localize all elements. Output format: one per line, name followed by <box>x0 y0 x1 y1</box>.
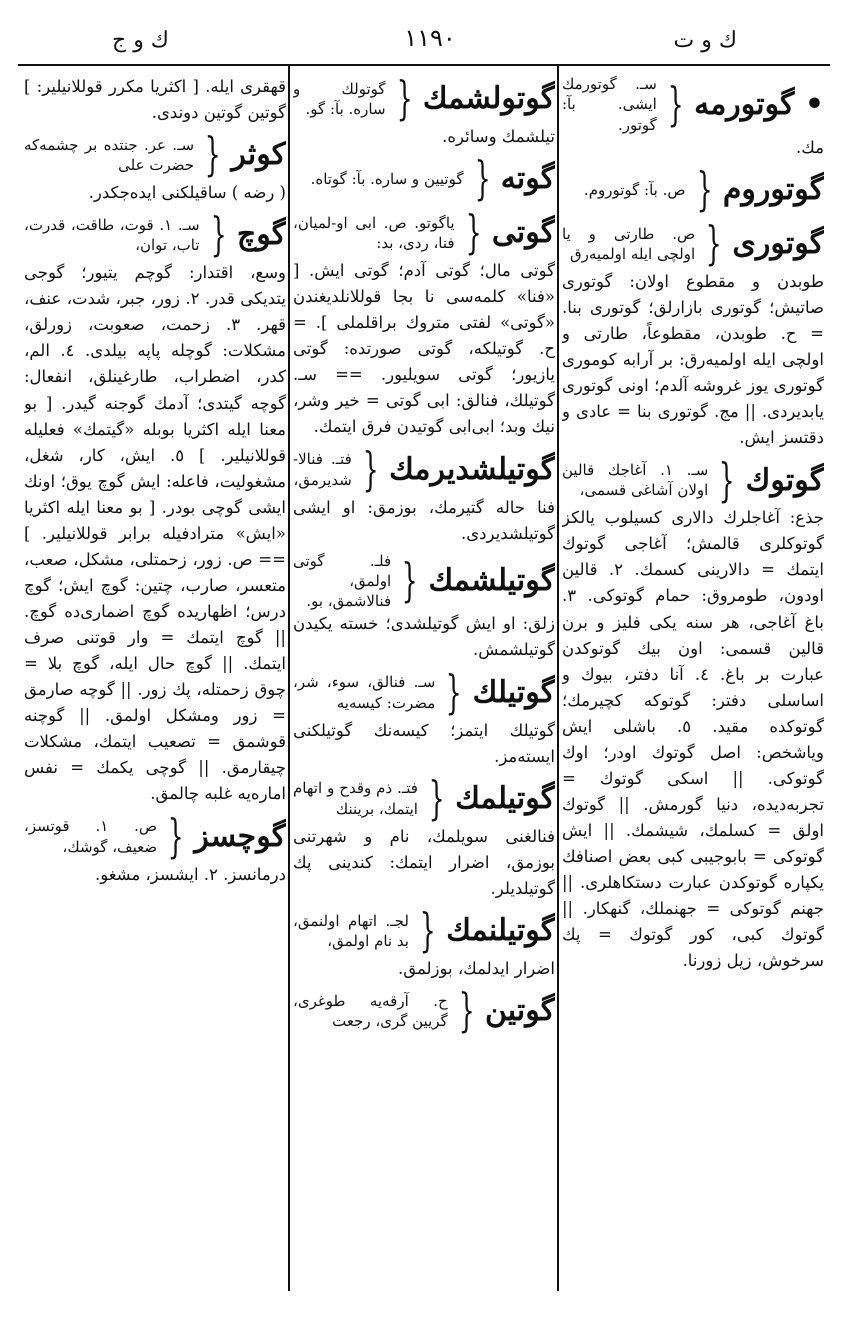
headword: گوچسز <box>194 818 286 854</box>
headword: گوتين <box>484 993 555 1029</box>
dictionary-entry <box>562 452 824 974</box>
dictionary-entry <box>293 74 555 150</box>
entry-head <box>562 162 824 217</box>
dictionary-entry <box>562 74 824 161</box>
definition-lead: سـ. فنالق، سوء، شر، مضرت: كيسه‌يه <box>293 673 436 712</box>
brace-glyph: { <box>362 441 379 496</box>
entry-head <box>562 216 824 271</box>
definition-lead: سـ. ١. آغاجك قالين اولان آشاغى قسمى، <box>562 461 709 500</box>
headword: گوتى <box>491 215 555 251</box>
definition-text: تيلشمك وسائره. <box>442 127 555 146</box>
brace-glyph: { <box>667 76 684 131</box>
brace-glyph: { <box>445 664 463 719</box>
headword: گوتيلك <box>472 674 555 710</box>
headword: گوتيلنمك <box>446 913 555 949</box>
dictionary-entry <box>293 205 555 440</box>
definition-text: گوتيلك ايتمز؛ كيسه‌نك گوتيلكنى ايسته‌مز. <box>293 720 555 766</box>
dictionary-entry <box>24 207 286 807</box>
headword: گوتيلمك <box>455 780 555 816</box>
definition-text: زلق: او ايش گوتيلشدى؛ خسته يكيدن گوتيلشمش. <box>293 614 555 660</box>
dictionary-entry <box>293 551 555 664</box>
dictionary-entry <box>562 162 824 217</box>
entry-head <box>293 151 555 206</box>
brace-glyph: { <box>401 553 418 608</box>
entry-head <box>293 983 555 1038</box>
definition-lead: فتـ. فنالا-شديرمق، <box>293 450 352 489</box>
definition-lead: گوتولك و ساره. بآ: گو. <box>293 79 386 118</box>
brace-glyph: { <box>465 205 482 260</box>
definition-lead: ياگوتو. ص. ابى او-لميان، فنا، ردى، بد: <box>293 213 455 253</box>
dictionary-entry <box>293 441 555 547</box>
dictionary-entry <box>24 74 286 126</box>
headword: كوثر <box>231 137 286 173</box>
headword: گوتوك <box>745 462 824 498</box>
entry-head <box>293 664 555 719</box>
column-divider-left <box>288 66 290 1291</box>
definition-text: وسع، اقتدار: گوچم يتيور؛ گوجى يتديكى قدر. ٢. زور، جبر، شدت، عنف، قهر. ٣. زحمت، صعوبت، زورلق، مشكلات: گوچله پاپه بيلدى. ٤. الم، كدر، اضطراب، طارغينلق، انفعال: گوچه گيتدى؛ آدمك گوجنه گيدر. [ بو معنا ايله اكثريا بوبله «گيتمك» فعليله قوللانيلير. ] ٥. ايش، كار، شغل، مشغوليت، فاعله: ايش گوچ يوق؛ اونك ايشى گوچى بودر. [ بو معنا ايله اكثريا «ايش» مترادفيله برابر قوللانيلير. ] == ص. زور، زحمتلى، مشكل، صعب، متعسر، صارب، چتين: گوچ ايش؛ گوچ درس؛ اظهاريده گوچ اضمارى‌ده گوچ. || گوچ ايتمك = وار قوتنى صرف ايتمك. || گوچ حال ايله، گوچ بلا = چوق زحمتله، پك زور. || گوچه صارمق = زور ومشكل اولمق. || گوچنه قوشمق = تصعيب ايتمك، مشكلات چيقارمق. || گوچى يكمك = نفس اماره‌يه غلبه چالمق. <box>24 263 286 804</box>
brace-glyph: { <box>167 808 184 863</box>
definition-lead: لجـ. اتهام اولنمق، بد نام اولمق، <box>293 911 409 950</box>
brace-glyph: { <box>204 127 221 182</box>
entry-head <box>293 551 555 612</box>
definition-lead: فتـ. ذم وقدح و اتهام ايتمك، بريننك <box>293 779 418 818</box>
page-number: ١١٩٠ <box>404 24 456 52</box>
definition-lead: ح. آرقه‌يه طوغرى، گريين گرى، رجعت <box>293 991 448 1030</box>
dictionary-entry <box>293 151 555 206</box>
definition-text: مك. <box>796 137 824 157</box>
definition-text: اضرار ايدلمك، بوزلمق. <box>397 958 555 978</box>
header-rule <box>18 64 830 66</box>
headword: گوتيلشمك <box>428 563 555 599</box>
definition-lead: گوتيين و ساره. بآ: گوتاه. <box>310 169 464 188</box>
definition-lead: سـ. ١. قوت، طاقت، قدرت، تاب، توان، <box>24 215 200 255</box>
definition-text: فنا حاله گتيرمك، بوزمق: او ايشى گوتيلشديردى. <box>293 497 555 543</box>
entry-head <box>293 205 555 260</box>
definition-text: ( رضه ) ساقيلكنى ايده‌جكدر. <box>88 183 286 203</box>
column-middle <box>293 74 555 1289</box>
dictionary-entry <box>24 127 286 206</box>
entry-head <box>562 452 824 507</box>
definition-text: درمانسز. ٢. ايشسز، مشغو. <box>94 864 286 884</box>
header-right-letters: ك و ت <box>673 28 737 53</box>
brace-glyph: { <box>696 162 713 217</box>
entry-head <box>293 74 555 124</box>
entry-head <box>24 808 286 863</box>
column-divider-right <box>557 66 559 1291</box>
entry-head <box>293 441 555 496</box>
dictionary-entry <box>293 770 555 902</box>
dictionary-entry <box>293 903 555 982</box>
entry-head <box>293 903 555 958</box>
column-right <box>562 74 824 1289</box>
entry-head <box>24 207 286 262</box>
brace-glyph: { <box>705 216 722 271</box>
dictionary-entry <box>24 808 286 888</box>
definition-text: قهقرى ايله. [ اكثريا مكرر قوللانيلير: ] گوتين گوتين دوندى. <box>24 77 286 123</box>
definition-lead: سـ. عر. جنتده بر چشمه‌كه حضرت على <box>24 135 195 175</box>
brace-glyph: { <box>396 74 413 126</box>
headword: • گوتورمه <box>694 86 824 122</box>
header-left-letters: ك و ج <box>112 28 169 53</box>
dictionary-entry <box>562 216 824 451</box>
headword: گوتيلشديرمك <box>389 451 555 487</box>
headword: گوتورى <box>732 226 824 262</box>
definition-lead: فلـ. گوتى اولمق، فنالاشمق، بو. <box>293 551 392 611</box>
column-left <box>24 74 286 1289</box>
definition-text: گوتى مال؛ گوتى آدم؛ گوتى ايش. [ «فنا» كلمه‌سى نا بجا قوللانلديغندن «گوتى» لفتى متروك براقلملى ]. = ح. گوتيلكه، گوتى صورتده: گوتى يازيور؛ گوتى سويليور. == سـ. گوتيلك، فنالق: ابى گوتى = خير وشر، نيك وبد؛ ابى‌ابى گوتيدن فرق ايتمك. <box>293 261 555 437</box>
entry-head <box>24 127 286 182</box>
entry-head <box>562 74 824 135</box>
brace-glyph: { <box>718 452 736 507</box>
definition-lead: ص. طارتى و يا اولچى ايله اولميه‌رق <box>562 224 696 263</box>
definition-lead: ص. ١. قوتسز، ضعيف، گوشك، <box>24 817 158 856</box>
headword: گوتوروم <box>722 172 824 208</box>
brace-glyph: { <box>428 770 445 825</box>
headword: گوته <box>500 161 555 197</box>
brace-glyph: { <box>419 903 436 958</box>
definition-lead: سـ. گوتورمك ايشى. بآ: گوتور. <box>562 75 657 134</box>
dictionary-entry <box>293 983 555 1038</box>
definition-text: جذع: آغاجلرك دالارى كسيلوب يالكز گوتوكلرى قالمش؛ آغاجى گوتوك ايتمك = دالارينى كسمك. ٢. قالين اودون، طومروق: حمام گوتوكى. ٣. باغ آغاجى، هر سنه يكى فليز و برن قالين قسمى: اون بيك گوتوكدن عبارت بر باغ. ٤. آنا دفتر، بيوك و اساسلى دفتر: گوتوكه كچيرمك؛ گوتوكده مقيد. ٥. باشلى ايش وياشخص: اصل گوتوك اودر؛ اوك گوتوكى. || اسكى گوتوك = تجربه‌ديده، دنيا گورمش. || گوتوك اولق = كسلمك، شيشمك. || ايش گوتوكى = بابوجيبى كبى بعض اصنافك يكپاره گوتوكدن عبارت دستكاهلرى. || جهنم گوتوكى = جهنملك، گنهكار. || گوتوك كبى، كور گوتوك = پك سرخوش، زيل زورنا. <box>562 508 824 971</box>
headword: گوچ <box>236 217 286 253</box>
definition-text: طوبدن و مقطوع اولان: گوتورى صاتيش؛ گوتورى بازارلق؛ گوتورى بنا. = ح. طوبدن، مقطوعاً، طارتى و اولچى ايله اولميه‌رق: بر آرابه كومورى گوتورى يوز غروشه آلدم؛ اونى گوتورى يابديردى. || مج. گوتورى بنا = عادى و دقتسز ايش. <box>562 271 824 448</box>
brace-glyph: { <box>474 151 491 206</box>
brace-glyph: { <box>458 983 475 1038</box>
dictionary-entry <box>293 664 555 770</box>
headword: گوتولشمك <box>422 81 555 117</box>
definition-text: فنالغنى سويلمك، نام و شهرتنى بوزمق، اضرار ايتمك: كندينى پك گوتيلديلر. <box>293 826 555 898</box>
entry-head <box>293 770 555 825</box>
definition-lead: ص. بآ: گوتوروم. <box>583 180 686 199</box>
brace-glyph: { <box>210 207 227 262</box>
